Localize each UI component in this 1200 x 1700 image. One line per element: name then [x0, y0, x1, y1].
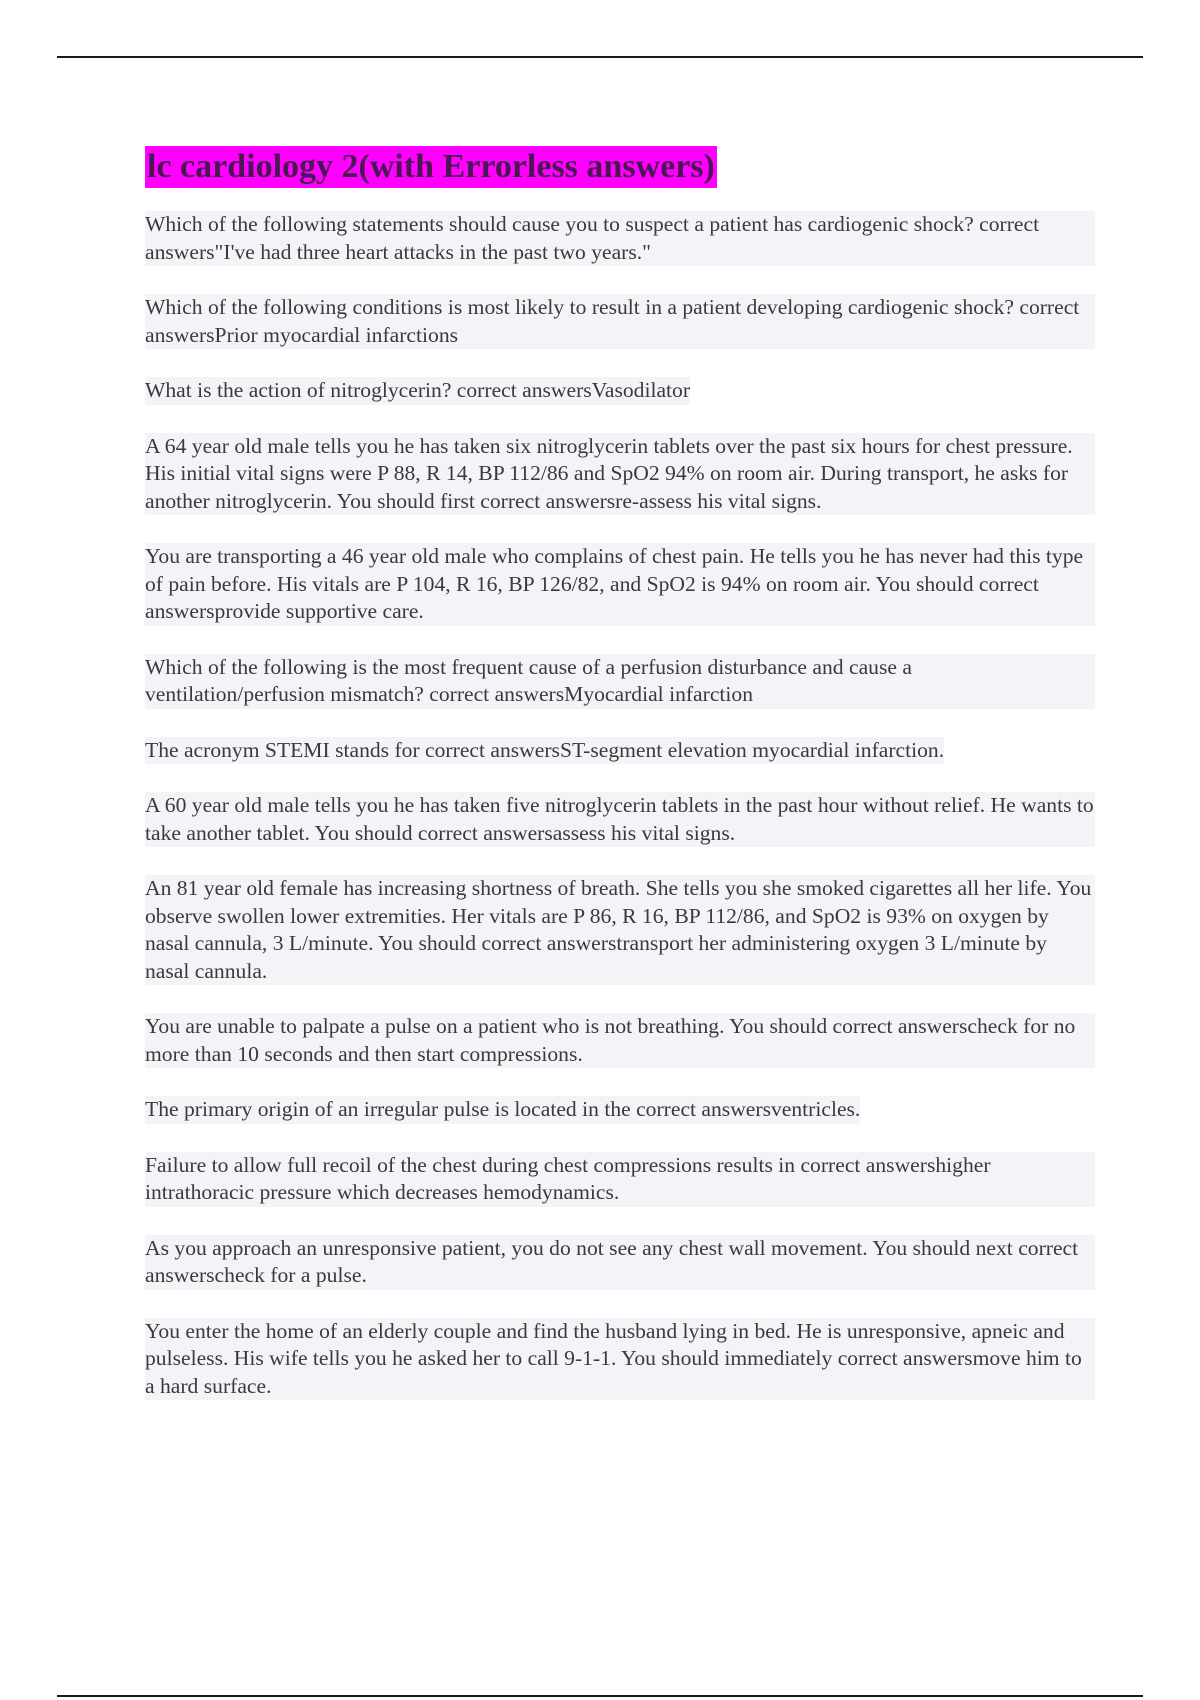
- qa-item: Which of the following is the most frequent cause of a perfusion disturbance and cause a ventilation/perfusion mismatch? correct answersMyocardial infarction: [145, 654, 1095, 709]
- footer-rule: [57, 1695, 1143, 1697]
- qa-item: A 60 year old male tells you he has taken five nitroglycerin tablets in the past hour without relief. He wants to take another tablet. You should correct answersassess his vital signs.: [145, 792, 1095, 847]
- qa-item: You are unable to palpate a pulse on a patient who is not breathing. You should correct answerscheck for no more than 10 seconds and then start compressions.: [145, 1013, 1095, 1068]
- qa-item: You are transporting a 46 year old male who complains of chest pain. He tells you he has never had this type of pain before. His vitals are P 104, R 16, BP 126/82, and SpO2 is 94% on room air. You should correct answersprovide supportive care.: [145, 543, 1095, 626]
- document-title: lc cardiology 2(with Errorless answers): [145, 146, 717, 188]
- qa-item: A 64 year old male tells you he has taken six nitroglycerin tablets over the past six hours for chest pressure. His initial vital signs were P 88, R 14, BP 112/86 and SpO2 94% on room air. During transport, he asks for another nitroglycerin. You should first correct answersre-assess his vital signs.: [145, 433, 1095, 516]
- header-rule: [57, 56, 1143, 58]
- qa-item: As you approach an unresponsive patient, you do not see any chest wall movement. You should next correct answerscheck for a pulse.: [145, 1235, 1095, 1290]
- qa-item: You enter the home of an elderly couple and find the husband lying in bed. He is unresponsive, apneic and pulseless. His wife tells you he asked her to call 9-1-1. You should immediately correct answersmove him to a hard surface.: [145, 1318, 1095, 1401]
- document-body: [145, 146, 1095, 1428]
- qa-item: Which of the following statements should cause you to suspect a patient has cardiogenic shock? correct answers"I've had three heart attacks in the past two years.": [145, 211, 1095, 266]
- qa-item: Which of the following conditions is most likely to result in a patient developing cardiogenic shock? correct answersPrior myocardial infarctions: [145, 294, 1095, 349]
- qa-item: The acronym STEMI stands for correct answersST-segment elevation myocardial infarction.: [145, 737, 944, 765]
- qa-item: What is the action of nitroglycerin? correct answersVasodilator: [145, 377, 690, 405]
- qa-item: Failure to allow full recoil of the chest during chest compressions results in correct answershigher intrathoracic pressure which decreases hemodynamics.: [145, 1152, 1095, 1207]
- qa-item: The primary origin of an irregular pulse is located in the correct answersventricles.: [145, 1096, 860, 1124]
- qa-item: An 81 year old female has increasing shortness of breath. She tells you she smoked cigarettes all her life. You observe swollen lower extremities. Her vitals are P 86, R 16, BP 112/86, and SpO2 is 93% on oxygen by nasal cannula, 3 L/minute. You should correct answerstransport her administering oxygen 3 L/minute by nasal cannula.: [145, 875, 1095, 985]
